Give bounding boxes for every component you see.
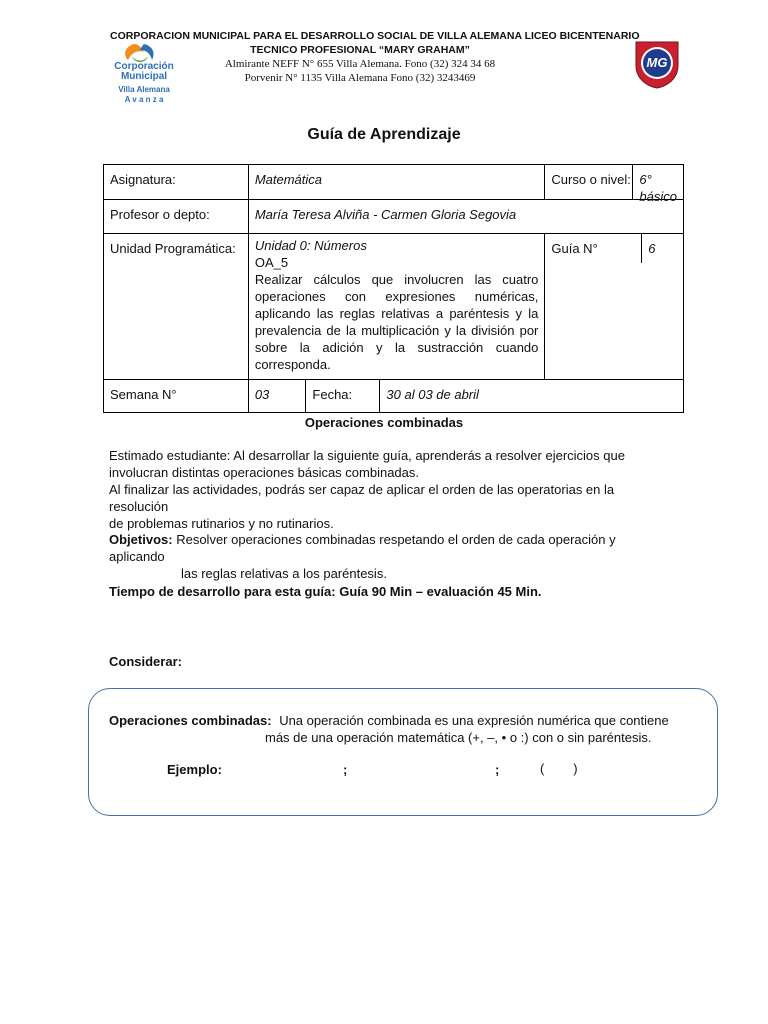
unidad-value: Unidad 0: Números	[254, 238, 367, 253]
guide-info-table	[103, 164, 684, 413]
fecha-cell	[306, 380, 684, 413]
logo-text-municipal: Municipal	[120, 71, 168, 82]
unidad-content-cell	[248, 234, 545, 380]
objetivos-line-2: las reglas relativas a los paréntesis.	[181, 566, 387, 581]
guia-value: 6	[641, 234, 683, 263]
logo-text-avanza: A v a n z a	[124, 95, 164, 104]
tiempo-desarrollo: Tiempo de desarrollo para esta guía: Guía 90 Min – evaluación 45 Min.	[109, 584, 542, 599]
intro-line-1: Estimado estudiante: Al desarrollar la siguiente guía, aprenderás a resolver ejercicios que	[109, 448, 625, 463]
intro-line-3: Al finalizar las actividades, podrás ser capaz de aplicar el orden de las operatorias en la resolución	[109, 482, 615, 514]
curso-cell	[545, 165, 684, 204]
header-address-2: Porvenir N° 1135 Villa Alemana Fono (32) 3243469	[244, 72, 476, 84]
ejemplo-parentheses: ( )	[540, 761, 578, 776]
guia-value-cell	[611, 234, 683, 380]
ejemplo-separator-1: ;	[343, 762, 348, 777]
guia-label-cell: Guía N°	[545, 234, 611, 380]
intro-line-4: de problemas rutinarios y no rutinarios.	[109, 516, 334, 531]
logo-text-villa-alemana: Villa Alemana	[118, 85, 170, 94]
header-school-name: TECNICO PROFESIONAL “MARY GRAHAM”	[250, 44, 470, 56]
page-title: Guía de Aprendizaje	[307, 126, 461, 143]
curso-label: Curso o nivel:	[545, 165, 633, 199]
definition-line-1	[109, 713, 669, 728]
unidad-label-cell: Unidad Programática:	[104, 234, 249, 380]
intro-line-2: involucran distintas operaciones básicas combinadas.	[109, 465, 420, 480]
objetivos-line-1: Resolver operaciones combinadas respetando el orden de cada operación y aplicando	[109, 532, 616, 564]
asignatura-value-cell: Matemática	[248, 165, 545, 200]
definition-text-1: Una operación combinada es una expresión numérica que contiene	[279, 713, 669, 728]
ejemplo-label: Ejemplo:	[167, 762, 222, 777]
section-title: Operaciones combinadas	[304, 415, 464, 430]
definition-text-2: más de una operación matemática (+, –, • o :) con o sin paréntesis.	[265, 730, 652, 745]
oa-description: Realizar cálculos que involucren las cuatro operaciones con expresiones numéricas, aplicando las reglas relativas a paréntesis y la prevalencia de la multiplicación y la división por sobre la adición y la sustracción cuando corresponda.	[254, 272, 539, 372]
definition-label: Operaciones combinadas:	[109, 713, 272, 728]
asignatura-label-cell: Asignatura:	[104, 165, 249, 200]
semana-value-cell: 03	[248, 380, 306, 413]
intro-paragraph	[109, 447, 674, 532]
objetivos-label: Objetivos:	[109, 532, 173, 547]
liceo-mary-graham-crest	[630, 36, 684, 90]
crest-letters: MG	[646, 55, 668, 70]
logo-text-corporacion: Corporación	[114, 61, 174, 72]
semana-label-cell: Semana N°	[104, 380, 249, 413]
ejemplo-separator-2: ;	[495, 762, 500, 777]
header-address-1: Almirante NEFF N° 655 Villa Alemana. Fono (32) 324 34 68	[224, 58, 496, 70]
profesor-value-cell: María Teresa Alviña - Carmen Gloria Segovia	[248, 200, 683, 234]
curso-value: 6° básico	[639, 172, 677, 204]
header-institution-line: CORPORACION MUNICIPAL PARA EL DESARROLLO SOCIAL DE VILLA ALEMANA LICEO BICENTENARIO	[110, 30, 640, 42]
fecha-value: 30 al 03 de abril	[386, 387, 479, 402]
definition-box	[88, 688, 718, 816]
considerar-heading: Considerar:	[109, 654, 182, 669]
oa-code: OA_5	[254, 255, 289, 270]
fecha-label: Fecha:	[306, 380, 380, 412]
profesor-label-cell: Profesor o depto:	[104, 200, 249, 234]
objetivos-block	[109, 531, 674, 582]
